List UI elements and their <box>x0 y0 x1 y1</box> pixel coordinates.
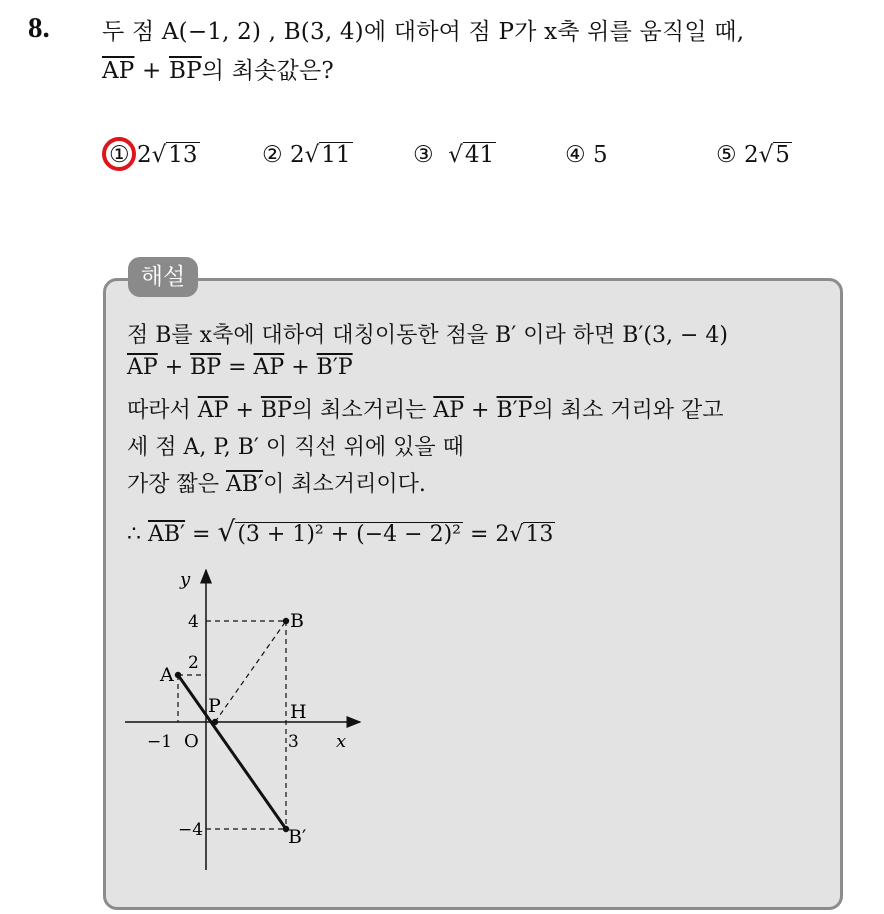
operator: + <box>157 355 191 380</box>
text: 이 최소거리이다. <box>263 472 426 497</box>
sqrt-icon: √ <box>217 515 236 548</box>
operator: = <box>221 355 254 380</box>
segment: $\overline{AP}$ <box>433 398 465 423</box>
choice-number: ③ <box>413 142 434 168</box>
choice-coef: 2 <box>289 142 305 168</box>
label-b-prime: B′ <box>288 826 307 848</box>
operator: + <box>284 355 317 380</box>
label-a: A <box>160 664 174 686</box>
result: = 2 <box>462 522 510 547</box>
solution-line6: ∴ AB′ = √(3 + 1)² + (−4 − 2)² = 2√13 <box>127 515 554 548</box>
segment: $\overline{BP}$ <box>190 355 222 380</box>
y-axis-label: y <box>180 569 191 590</box>
tick-y2: 2 <box>188 653 199 673</box>
choice-2[interactable]: ② 2√11 <box>262 142 351 168</box>
label-h: H <box>290 701 307 723</box>
solution-line3 <box>127 393 723 424</box>
choice-number: ② <box>262 142 283 168</box>
question-tail: 의 최솟값은? <box>201 58 334 84</box>
segment: $\overline{AP}$ <box>253 355 285 380</box>
tick-ym4: −4 <box>178 820 204 840</box>
text: 의 최소거리는 <box>291 398 434 423</box>
tick-x3: 3 <box>288 732 299 752</box>
operator: + <box>228 398 261 423</box>
text: 따라서 <box>127 398 198 423</box>
choice-4[interactable] <box>565 142 608 168</box>
segment-bp: $\overline{BP}$ <box>169 58 202 84</box>
segment: AB′ <box>148 522 186 547</box>
segment: B′P <box>496 398 533 423</box>
solution-line2 <box>127 355 353 380</box>
segment: B′P <box>316 355 353 380</box>
tick-xm1: −1 <box>147 732 173 752</box>
tick-y4: 4 <box>188 612 199 632</box>
solution-tag: 해설 <box>128 257 198 297</box>
therefore-symbol: ∴ <box>127 522 148 547</box>
point-a <box>175 672 181 678</box>
segment-pb <box>215 621 286 722</box>
choice-number: ① <box>109 142 130 168</box>
operator: = <box>185 522 218 547</box>
coordinate-graph <box>120 565 380 875</box>
point-p <box>212 719 218 725</box>
choice-3[interactable]: ③ √41 <box>413 142 495 168</box>
choice-1[interactable]: ① 2√13 <box>109 142 198 168</box>
text: 의 최소 거리와 같고 <box>532 398 724 423</box>
radicand: (3 + 1)² + (−4 − 2)² <box>237 522 461 547</box>
choice-number: ⑤ <box>716 142 737 168</box>
question-text-line2 <box>102 52 334 85</box>
x-axis-label: x <box>336 731 347 752</box>
choice-radicand: 5 <box>775 142 790 168</box>
segment: AB′ <box>226 472 264 497</box>
choice-coef: 2 <box>136 142 152 168</box>
solution-line4: 세 점 A, P, B′ 이 직선 위에 있을 때 <box>127 435 464 460</box>
question-text-line1: 두 점 A(−1, 2) , B(3, 4)에 대하여 점 P가 x축 위를 움직일 때, <box>102 19 745 45</box>
question-number: 8. <box>28 12 50 44</box>
point-b <box>283 618 289 624</box>
choice-radicand: 11 <box>321 142 351 168</box>
segment: $\overline{AP}$ <box>127 355 158 380</box>
choice-5[interactable]: ⑤ 2√5 <box>716 142 790 168</box>
segment: $\overline{BP}$ <box>260 398 292 423</box>
choice-radicand: 41 <box>464 142 495 168</box>
solution-line1: 점 B를 x축에 대하여 대칭이동한 점을 B′ 이라 하면 B′(3, − 4) <box>127 323 728 348</box>
plus-sign: + <box>134 58 169 84</box>
origin-label: O <box>184 731 199 752</box>
label-b: B <box>290 610 304 632</box>
choice-number: ④ <box>565 142 586 168</box>
choice-radicand: 13 <box>168 142 198 168</box>
label-p: P <box>208 695 221 717</box>
segment-ap: $\overline{AP}$ <box>102 58 135 84</box>
segment: $\overline{AP}$ <box>197 398 229 423</box>
operator: + <box>464 398 497 423</box>
text: 가장 짧은 <box>127 472 226 497</box>
solution-line5 <box>127 467 426 498</box>
choice-value: 5 <box>592 142 608 168</box>
radicand: 13 <box>525 522 554 547</box>
choice-coef: 2 <box>743 142 759 168</box>
